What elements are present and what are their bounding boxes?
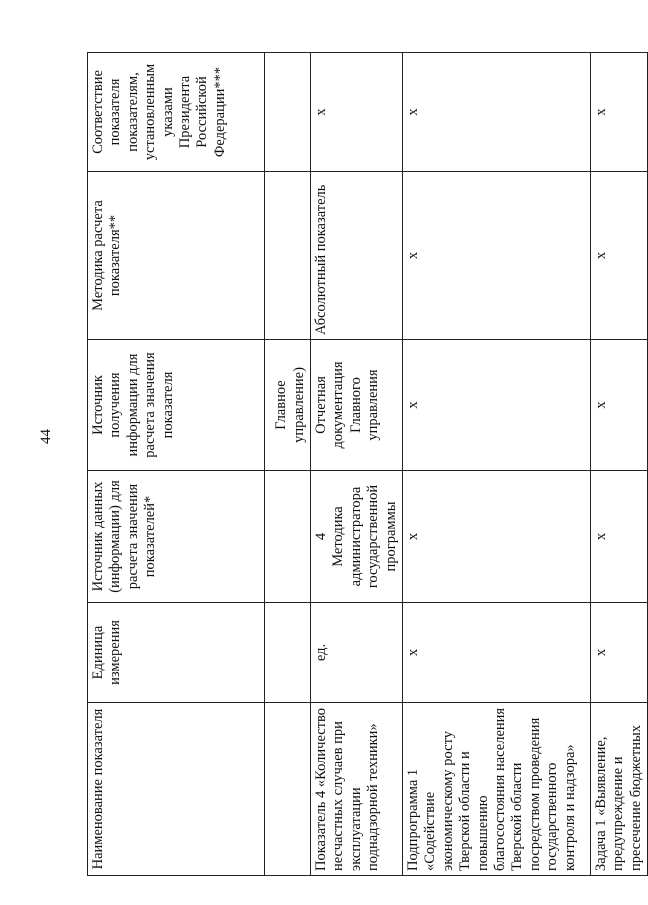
page-number: 44: [38, 429, 54, 444]
header-source-info: Источник получения информации для расчета значения показателя: [88, 340, 265, 471]
row-source-data-num: 4: [313, 532, 329, 541]
indicators-table: [87, 52, 648, 876]
row-source-info: Отчетная документация Главного управления: [311, 340, 403, 471]
row-unit: х: [403, 603, 591, 703]
row-source-info: х: [403, 340, 591, 471]
continuation-source-info: Главное управление): [265, 340, 311, 471]
row-method: х: [403, 172, 591, 340]
row-name: Показатель 4 «Количество несчастных случаев при эксплуатации поднадзорной техники»: [311, 703, 403, 876]
header-compliance: Соответствие показателя показателям, установленным указами Президента Российской Федерации***: [88, 53, 265, 172]
header-unit: Единица измерения: [88, 603, 265, 703]
table-row: [591, 53, 648, 876]
row-source-data: [311, 471, 403, 603]
row-unit: х: [591, 603, 648, 703]
table-row: [403, 53, 591, 876]
continuation-row: [265, 53, 311, 876]
table-row: [311, 53, 403, 876]
header-row: [88, 53, 265, 876]
header-method: Методика расчета показателя**: [88, 172, 265, 340]
row-source-data: х: [403, 471, 591, 603]
header-name: Наименование показателя: [88, 703, 265, 876]
row-compliance: х: [311, 53, 403, 172]
row-compliance: х: [403, 53, 591, 172]
row-unit: ед.: [311, 603, 403, 703]
row-source-info: х: [591, 340, 648, 471]
header-source-data: Источник данных (информации) для расчета значения показателей*: [88, 471, 265, 603]
row-name: Задача 1 «Выявление, предупреждение и пресечение бюджетных: [591, 703, 648, 876]
row-method: Абсолютный показатель: [311, 172, 403, 340]
row-method: х: [591, 172, 648, 340]
row-source-data: х: [591, 471, 648, 603]
row-source-data-text: Методика администратора государственной программы: [330, 484, 399, 589]
row-name: Подпрограмма 1 «Содействие экономическому росту Тверской области и повышению благосостояния населения Тверской области посредством проведения государственного контроля и надзора»: [403, 703, 591, 876]
rotated-table-wrapper: [87, 53, 644, 876]
row-compliance: х: [591, 53, 648, 172]
